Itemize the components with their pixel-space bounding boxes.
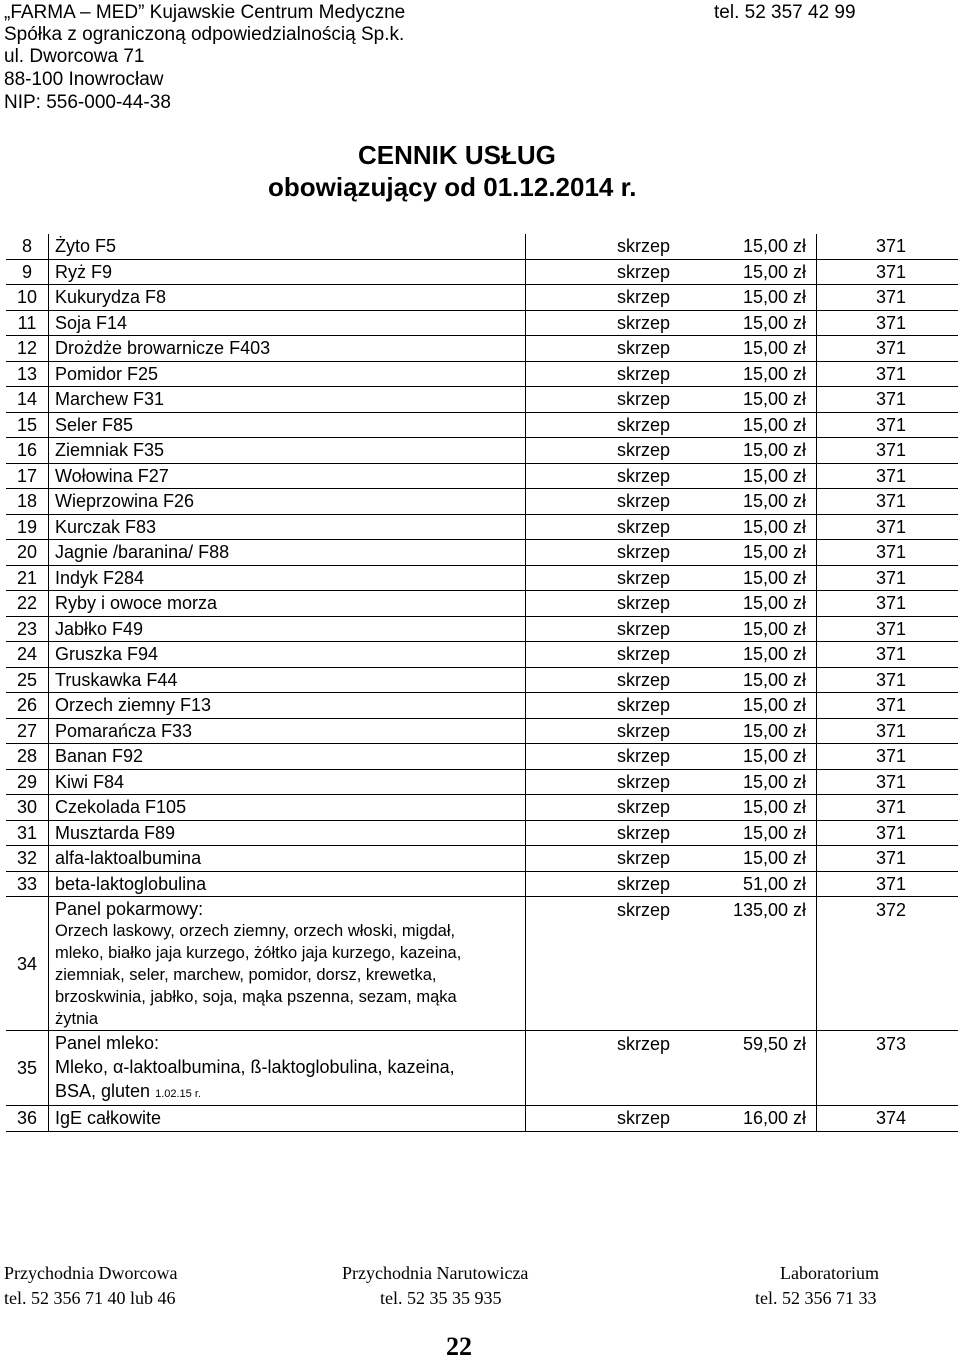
- row-number: 20: [6, 540, 49, 566]
- material-cell: skrzep: [526, 234, 686, 259]
- table-row: [6, 591, 958, 617]
- table-row: [6, 1106, 958, 1132]
- row-number: 35: [6, 1031, 49, 1106]
- table-row: [6, 412, 958, 438]
- price-cell: 15,00 zł: [685, 412, 817, 438]
- panel-food-line: ziemniak, seler, marchew, pomidor, dorsz, krewetka,: [55, 966, 437, 984]
- price-cell: 135,00 zł: [685, 897, 817, 1031]
- code-cell: 371: [817, 591, 959, 617]
- row-number: 13: [6, 361, 49, 387]
- panel-food-cell: [49, 897, 526, 1031]
- row-number: 28: [6, 744, 49, 770]
- price-cell: 15,00 zł: [685, 744, 817, 770]
- table-row: [6, 565, 958, 591]
- material-cell: skrzep: [526, 667, 686, 693]
- table-row: [6, 642, 958, 668]
- code-cell: 371: [817, 718, 959, 744]
- table-row: [6, 310, 958, 336]
- table-row: [6, 234, 958, 259]
- page-title: CENNIK USŁUG: [358, 140, 556, 170]
- price-cell: 15,00 zł: [685, 591, 817, 617]
- test-name: Kurczak F83: [49, 514, 526, 540]
- footer-laboratory-phone: tel. 52 356 71 33: [755, 1288, 877, 1308]
- code-cell: 374: [817, 1106, 959, 1132]
- table-row: [6, 361, 958, 387]
- material-cell: skrzep: [526, 387, 686, 413]
- panel-milk-cell: [49, 1031, 526, 1106]
- price-cell: 15,00 zł: [685, 489, 817, 515]
- code-cell: 371: [817, 438, 959, 464]
- row-number: 17: [6, 463, 49, 489]
- test-name: Seler F85: [49, 412, 526, 438]
- test-name: Gruszka F94: [49, 642, 526, 668]
- code-cell: 371: [817, 667, 959, 693]
- table-row: [6, 336, 958, 362]
- test-name: IgE całkowite: [49, 1106, 526, 1132]
- test-name: Pomarańcza F33: [49, 718, 526, 744]
- price-cell: 15,00 zł: [685, 387, 817, 413]
- material-cell: skrzep: [526, 718, 686, 744]
- footer-clinic-narutowicza: Przychodnia Narutowicza: [342, 1263, 529, 1283]
- price-cell: 15,00 zł: [685, 667, 817, 693]
- material-cell: skrzep: [526, 285, 686, 311]
- code-cell: 372: [817, 897, 959, 1031]
- table-row: [6, 463, 958, 489]
- row-number: 29: [6, 769, 49, 795]
- table-row: [6, 667, 958, 693]
- table-row: [6, 259, 958, 285]
- row-number: 31: [6, 820, 49, 846]
- code-cell: 371: [817, 514, 959, 540]
- material-cell: skrzep: [526, 871, 686, 897]
- row-number: 9: [6, 259, 49, 285]
- material-cell: skrzep: [526, 897, 686, 1031]
- material-cell: skrzep: [526, 846, 686, 872]
- panel-food-line: żytnia: [55, 1010, 99, 1028]
- material-cell: skrzep: [526, 820, 686, 846]
- footer-clinic-dworcowa-phone: tel. 52 356 71 40 lub 46: [4, 1288, 176, 1308]
- test-name: alfa-laktoalbumina: [49, 846, 526, 872]
- footer-clinic-narutowicza-phone: tel. 52 35 35 935: [380, 1288, 502, 1308]
- company-nip: NIP: 556-000-44-38: [4, 92, 171, 113]
- panel-food-line: mleko, białko jaja kurzego, żółtko jaja kurzego, kazeina,: [55, 944, 462, 962]
- code-cell: 371: [817, 769, 959, 795]
- test-name: Truskawka F44: [49, 667, 526, 693]
- price-cell: 15,00 zł: [685, 361, 817, 387]
- price-cell: 51,00 zł: [685, 871, 817, 897]
- row-number: 15: [6, 412, 49, 438]
- panel-milk-note: 1.02.15 r.: [155, 1088, 201, 1100]
- row-number: 36: [6, 1106, 49, 1132]
- table-row: [6, 769, 958, 795]
- code-cell: 371: [817, 336, 959, 362]
- code-cell: 371: [817, 871, 959, 897]
- price-cell: 15,00 zł: [685, 565, 817, 591]
- price-cell: 15,00 zł: [685, 820, 817, 846]
- material-cell: skrzep: [526, 795, 686, 821]
- row-number: 25: [6, 667, 49, 693]
- row-number: 8: [6, 234, 49, 259]
- page-number: 22: [446, 1332, 472, 1361]
- code-cell: 371: [817, 361, 959, 387]
- test-name: Marchew F31: [49, 387, 526, 413]
- table-row: [6, 718, 958, 744]
- footer-laboratory: Laboratorium: [780, 1263, 879, 1283]
- table-row-panel-milk: [6, 1031, 958, 1106]
- test-name: Drożdże browarnicze F403: [49, 336, 526, 362]
- price-cell: 15,00 zł: [685, 616, 817, 642]
- company-name: „FARMA – MED” Kujawskie Centrum Medyczne: [4, 2, 406, 23]
- code-cell: 371: [817, 744, 959, 770]
- table-row: [6, 438, 958, 464]
- price-cell: 15,00 zł: [685, 540, 817, 566]
- panel-food-line: brzoskwinia, jabłko, soja, mąka pszenna, sezam, mąka: [55, 988, 457, 1006]
- price-cell: 15,00 zł: [685, 438, 817, 464]
- code-cell: 371: [817, 616, 959, 642]
- material-cell: skrzep: [526, 489, 686, 515]
- table-row: [6, 285, 958, 311]
- material-cell: skrzep: [526, 591, 686, 617]
- material-cell: skrzep: [526, 642, 686, 668]
- panel-milk-line-2: [55, 1080, 525, 1105]
- table-row: [6, 795, 958, 821]
- table-row-panel-food: [6, 897, 958, 1031]
- table-row: [6, 693, 958, 719]
- material-cell: skrzep: [526, 693, 686, 719]
- test-name: Ryż F9: [49, 259, 526, 285]
- row-number: 27: [6, 718, 49, 744]
- code-cell: 371: [817, 540, 959, 566]
- price-cell: 15,00 zł: [685, 718, 817, 744]
- code-cell: 371: [817, 565, 959, 591]
- company-phone: tel. 52 357 42 99: [714, 2, 856, 23]
- material-cell: skrzep: [526, 438, 686, 464]
- row-number: 16: [6, 438, 49, 464]
- footer-clinic-dworcowa: Przychodnia Dworcowa: [4, 1263, 178, 1283]
- price-table: [6, 234, 958, 1132]
- code-cell: 371: [817, 234, 959, 259]
- price-cell: 15,00 zł: [685, 846, 817, 872]
- material-cell: skrzep: [526, 1106, 686, 1132]
- material-cell: skrzep: [526, 514, 686, 540]
- test-name: Soja F14: [49, 310, 526, 336]
- price-cell: 15,00 zł: [685, 693, 817, 719]
- table-row: [6, 820, 958, 846]
- table-row: [6, 540, 958, 566]
- row-number: 14: [6, 387, 49, 413]
- test-name: Orzech ziemny F13: [49, 693, 526, 719]
- test-name: beta-laktoglobulina: [49, 871, 526, 897]
- page-subtitle: obowiązujący od 01.12.2014 r.: [268, 172, 637, 202]
- company-street: ul. Dworcowa 71: [4, 46, 145, 67]
- material-cell: skrzep: [526, 412, 686, 438]
- row-number: 10: [6, 285, 49, 311]
- row-number: 19: [6, 514, 49, 540]
- panel-milk-line-text: BSA, gluten: [55, 1081, 151, 1101]
- test-name: Kiwi F84: [49, 769, 526, 795]
- table-row: [6, 846, 958, 872]
- test-name: Indyk F284: [49, 565, 526, 591]
- price-cell: 15,00 zł: [685, 285, 817, 311]
- panel-milk-line: Mleko, α-laktoalbumina, ß-laktoglobulina, kazeina,: [55, 1057, 455, 1077]
- price-cell: 16,00 zł: [685, 1106, 817, 1132]
- price-cell: 15,00 zł: [685, 336, 817, 362]
- row-number: 34: [6, 897, 49, 1031]
- code-cell: 373: [817, 1031, 959, 1106]
- table-row: [6, 616, 958, 642]
- code-cell: 371: [817, 795, 959, 821]
- price-cell: 59,50 zł: [685, 1031, 817, 1106]
- material-cell: skrzep: [526, 565, 686, 591]
- row-number: 26: [6, 693, 49, 719]
- table-row: [6, 514, 958, 540]
- row-number: 22: [6, 591, 49, 617]
- test-name: Ziemniak F35: [49, 438, 526, 464]
- price-table-body: [6, 234, 958, 897]
- test-name: Jagnie /baranina/ F88: [49, 540, 526, 566]
- panel-food-title: Panel pokarmowy:: [55, 899, 204, 919]
- code-cell: 371: [817, 412, 959, 438]
- material-cell: skrzep: [526, 310, 686, 336]
- test-name: Jabłko F49: [49, 616, 526, 642]
- test-name: Banan F92: [49, 744, 526, 770]
- code-cell: 371: [817, 693, 959, 719]
- material-cell: skrzep: [526, 336, 686, 362]
- company-legal-form: Spółka z ograniczoną odpowiedzialnością Sp.k.: [4, 24, 405, 45]
- test-name: Wieprzowina F26: [49, 489, 526, 515]
- price-cell: 15,00 zł: [685, 310, 817, 336]
- code-cell: 371: [817, 285, 959, 311]
- table-row: [6, 387, 958, 413]
- panel-food-line: Orzech laskowy, orzech ziemny, orzech włoski, migdał,: [55, 922, 456, 940]
- company-city: 88-100 Inowrocław: [4, 69, 164, 90]
- code-cell: 371: [817, 259, 959, 285]
- test-name: Musztarda F89: [49, 820, 526, 846]
- test-name: Wołowina F27: [49, 463, 526, 489]
- code-cell: 371: [817, 310, 959, 336]
- row-number: 18: [6, 489, 49, 515]
- row-number: 23: [6, 616, 49, 642]
- material-cell: skrzep: [526, 540, 686, 566]
- test-name: Kukurydza F8: [49, 285, 526, 311]
- table-row: [6, 489, 958, 515]
- price-cell: 15,00 zł: [685, 769, 817, 795]
- row-number: 32: [6, 846, 49, 872]
- price-cell: 15,00 zł: [685, 463, 817, 489]
- material-cell: skrzep: [526, 744, 686, 770]
- test-name: Ryby i owoce morza: [49, 591, 526, 617]
- material-cell: skrzep: [526, 463, 686, 489]
- row-number: 21: [6, 565, 49, 591]
- row-number: 24: [6, 642, 49, 668]
- code-cell: 371: [817, 820, 959, 846]
- price-cell: 15,00 zł: [685, 642, 817, 668]
- material-cell: skrzep: [526, 259, 686, 285]
- material-cell: skrzep: [526, 361, 686, 387]
- code-cell: 371: [817, 642, 959, 668]
- table-row: [6, 744, 958, 770]
- test-name: Pomidor F25: [49, 361, 526, 387]
- row-number: 33: [6, 871, 49, 897]
- price-table-panels: [6, 897, 958, 1132]
- row-number: 12: [6, 336, 49, 362]
- material-cell: skrzep: [526, 616, 686, 642]
- panel-milk-title: Panel mleko:: [55, 1033, 160, 1053]
- material-cell: skrzep: [526, 769, 686, 795]
- material-cell: skrzep: [526, 1031, 686, 1106]
- row-number: 11: [6, 310, 49, 336]
- test-name: Czekolada F105: [49, 795, 526, 821]
- row-number: 30: [6, 795, 49, 821]
- price-cell: 15,00 zł: [685, 514, 817, 540]
- table-row: [6, 871, 958, 897]
- code-cell: 371: [817, 463, 959, 489]
- code-cell: 371: [817, 489, 959, 515]
- test-name: Żyto F5: [49, 234, 526, 259]
- code-cell: 371: [817, 846, 959, 872]
- code-cell: 371: [817, 387, 959, 413]
- price-cell: 15,00 zł: [685, 795, 817, 821]
- price-cell: 15,00 zł: [685, 259, 817, 285]
- price-cell: 15,00 zł: [685, 234, 817, 259]
